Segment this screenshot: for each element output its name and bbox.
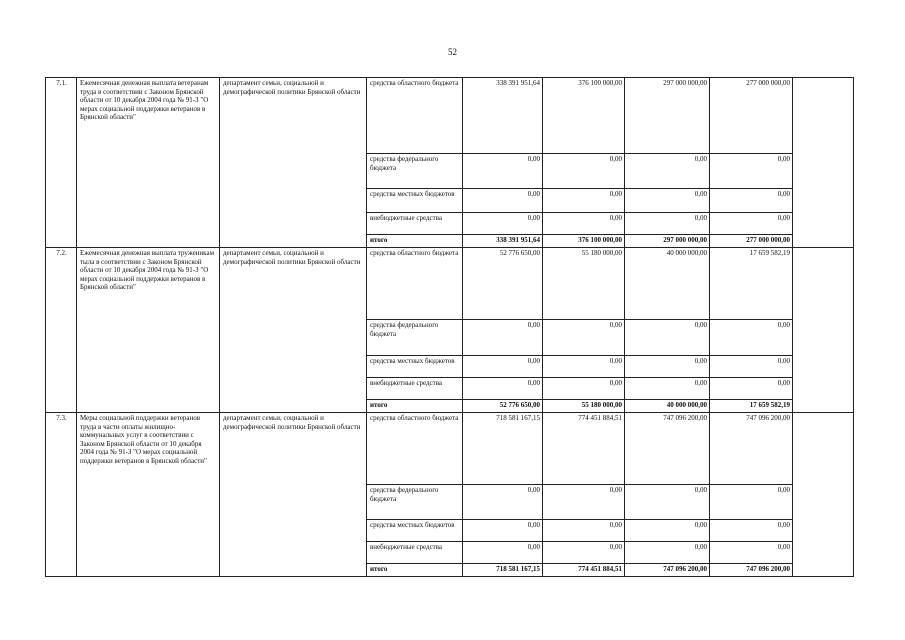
table-row: [46, 248, 854, 320]
responsible-department: департамент семьи, социальной и демографической политики Брянской области: [220, 248, 367, 413]
item-number: 7.2.: [46, 248, 77, 413]
total-amount-cell: 40 000 000,00: [625, 400, 710, 413]
page-number: 52: [448, 47, 457, 57]
total-amount-cell: 747 096 200,00: [710, 564, 793, 577]
budget-table: [45, 77, 854, 577]
amount-cell: 0,00: [463, 542, 543, 564]
amount-cell: 0,00: [463, 356, 543, 378]
amount-cell: 0,00: [625, 356, 710, 378]
amount-cell: 0,00: [625, 542, 710, 564]
total-amount-cell: 55 180 000,00: [543, 400, 625, 413]
funding-source: средства областного бюджета: [367, 248, 463, 320]
funding-source: средства местных бюджетов: [367, 189, 463, 213]
notes-cell: [793, 248, 854, 413]
funding-source: средства федерального бюджета: [367, 320, 463, 356]
amount-cell: 40 000 000,00: [625, 248, 710, 320]
funding-source: внебюджетные средства: [367, 542, 463, 564]
amount-cell: 0,00: [710, 378, 793, 400]
funding-source: средства областного бюджета: [367, 413, 463, 485]
notes-cell: [793, 413, 854, 577]
total-amount-cell: 747 096 200,00: [625, 564, 710, 577]
amount-cell: 0,00: [463, 320, 543, 356]
amount-cell: 55 180 000,00: [543, 248, 625, 320]
amount-cell: 277 000 000,00: [710, 78, 793, 154]
amount-cell: 338 391 951,64: [463, 78, 543, 154]
amount-cell: 747 096 200,00: [710, 413, 793, 485]
total-amount-cell: 277 000 000,00: [710, 235, 793, 248]
amount-cell: 0,00: [625, 213, 710, 235]
funding-source: средства федерального бюджета: [367, 485, 463, 520]
amount-cell: 0,00: [710, 542, 793, 564]
item-description: Меры социальной поддержки ветеранов труда в части оплаты жилищно-коммунальных услуг в соответствии с Законом Брянской области от 10 декабря 2004 года № 91-З "О мерах социальной поддержки ветеранов в Брянской области": [77, 413, 220, 577]
item-number: 7.1.: [46, 78, 77, 248]
amount-cell: 718 581 167,15: [463, 413, 543, 485]
amount-cell: 0,00: [625, 378, 710, 400]
table-row: [46, 78, 854, 154]
item-number: 7.3.: [46, 413, 77, 577]
amount-cell: 0,00: [463, 213, 543, 235]
total-amount-cell: 774 451 884,51: [543, 564, 625, 577]
amount-cell: 0,00: [543, 542, 625, 564]
amount-cell: 0,00: [543, 378, 625, 400]
amount-cell: 0,00: [543, 356, 625, 378]
amount-cell: 0,00: [463, 154, 543, 189]
responsible-department: департамент семьи, социальной и демографической политики Брянской области: [220, 413, 367, 577]
amount-cell: 0,00: [710, 520, 793, 542]
amount-cell: 0,00: [710, 213, 793, 235]
amount-cell: 0,00: [543, 320, 625, 356]
item-description: Ежемесячная денежная выплата ветеранам труда в соответствии с Законом Брянской области от 10 декабря 2004 года № 91-З "О мерах социальной поддержки ветеранов в Брянской области": [77, 78, 220, 248]
funding-source: внебюджетные средства: [367, 378, 463, 400]
item-description: Ежемесячная денежная выплата труженикам тыла в соответствии с Законом Брянской области от 10 декабря 2004 года № 91-З "О мерах социальной поддержки ветеранов в Брянской области": [77, 248, 220, 413]
amount-cell: 17 659 582,19: [710, 248, 793, 320]
funding-source: средства местных бюджетов: [367, 356, 463, 378]
amount-cell: 52 776 650,00: [463, 248, 543, 320]
amount-cell: 0,00: [625, 485, 710, 520]
amount-cell: 0,00: [710, 485, 793, 520]
amount-cell: 297 000 000,00: [625, 78, 710, 154]
amount-cell: 0,00: [463, 378, 543, 400]
amount-cell: 774 451 884,51: [543, 413, 625, 485]
amount-cell: 376 100 000,00: [543, 78, 625, 154]
amount-cell: 0,00: [543, 520, 625, 542]
amount-cell: 0,00: [625, 320, 710, 356]
funding-source: внебюджетные средства: [367, 213, 463, 235]
amount-cell: 0,00: [463, 189, 543, 213]
amount-cell: 0,00: [543, 213, 625, 235]
funding-source: средства местных бюджетов: [367, 520, 463, 542]
total-amount-cell: 17 659 582,19: [710, 400, 793, 413]
amount-cell: 0,00: [710, 189, 793, 213]
amount-cell: 0,00: [710, 356, 793, 378]
total-amount-cell: 376 100 000,00: [543, 235, 625, 248]
funding-source: средства федерального бюджета: [367, 154, 463, 189]
amount-cell: 0,00: [543, 189, 625, 213]
amount-cell: 0,00: [625, 520, 710, 542]
amount-cell: 747 096 200,00: [625, 413, 710, 485]
total-amount-cell: 338 391 951,64: [463, 235, 543, 248]
amount-cell: 0,00: [625, 189, 710, 213]
amount-cell: 0,00: [625, 154, 710, 189]
table-row: [46, 413, 854, 485]
amount-cell: 0,00: [463, 485, 543, 520]
total-amount-cell: 297 000 000,00: [625, 235, 710, 248]
total-amount-cell: 718 581 167,15: [463, 564, 543, 577]
total-amount-cell: 52 776 650,00: [463, 400, 543, 413]
responsible-department: департамент семьи, социальной и демографической политики Брянской области: [220, 78, 367, 248]
funding-source-total: итого: [367, 564, 463, 577]
amount-cell: 0,00: [543, 485, 625, 520]
funding-source-total: итого: [367, 235, 463, 248]
funding-source-total: итого: [367, 400, 463, 413]
amount-cell: 0,00: [463, 520, 543, 542]
notes-cell: [793, 78, 854, 248]
funding-source: средства областного бюджета: [367, 78, 463, 154]
amount-cell: 0,00: [710, 320, 793, 356]
amount-cell: 0,00: [710, 154, 793, 189]
amount-cell: 0,00: [543, 154, 625, 189]
